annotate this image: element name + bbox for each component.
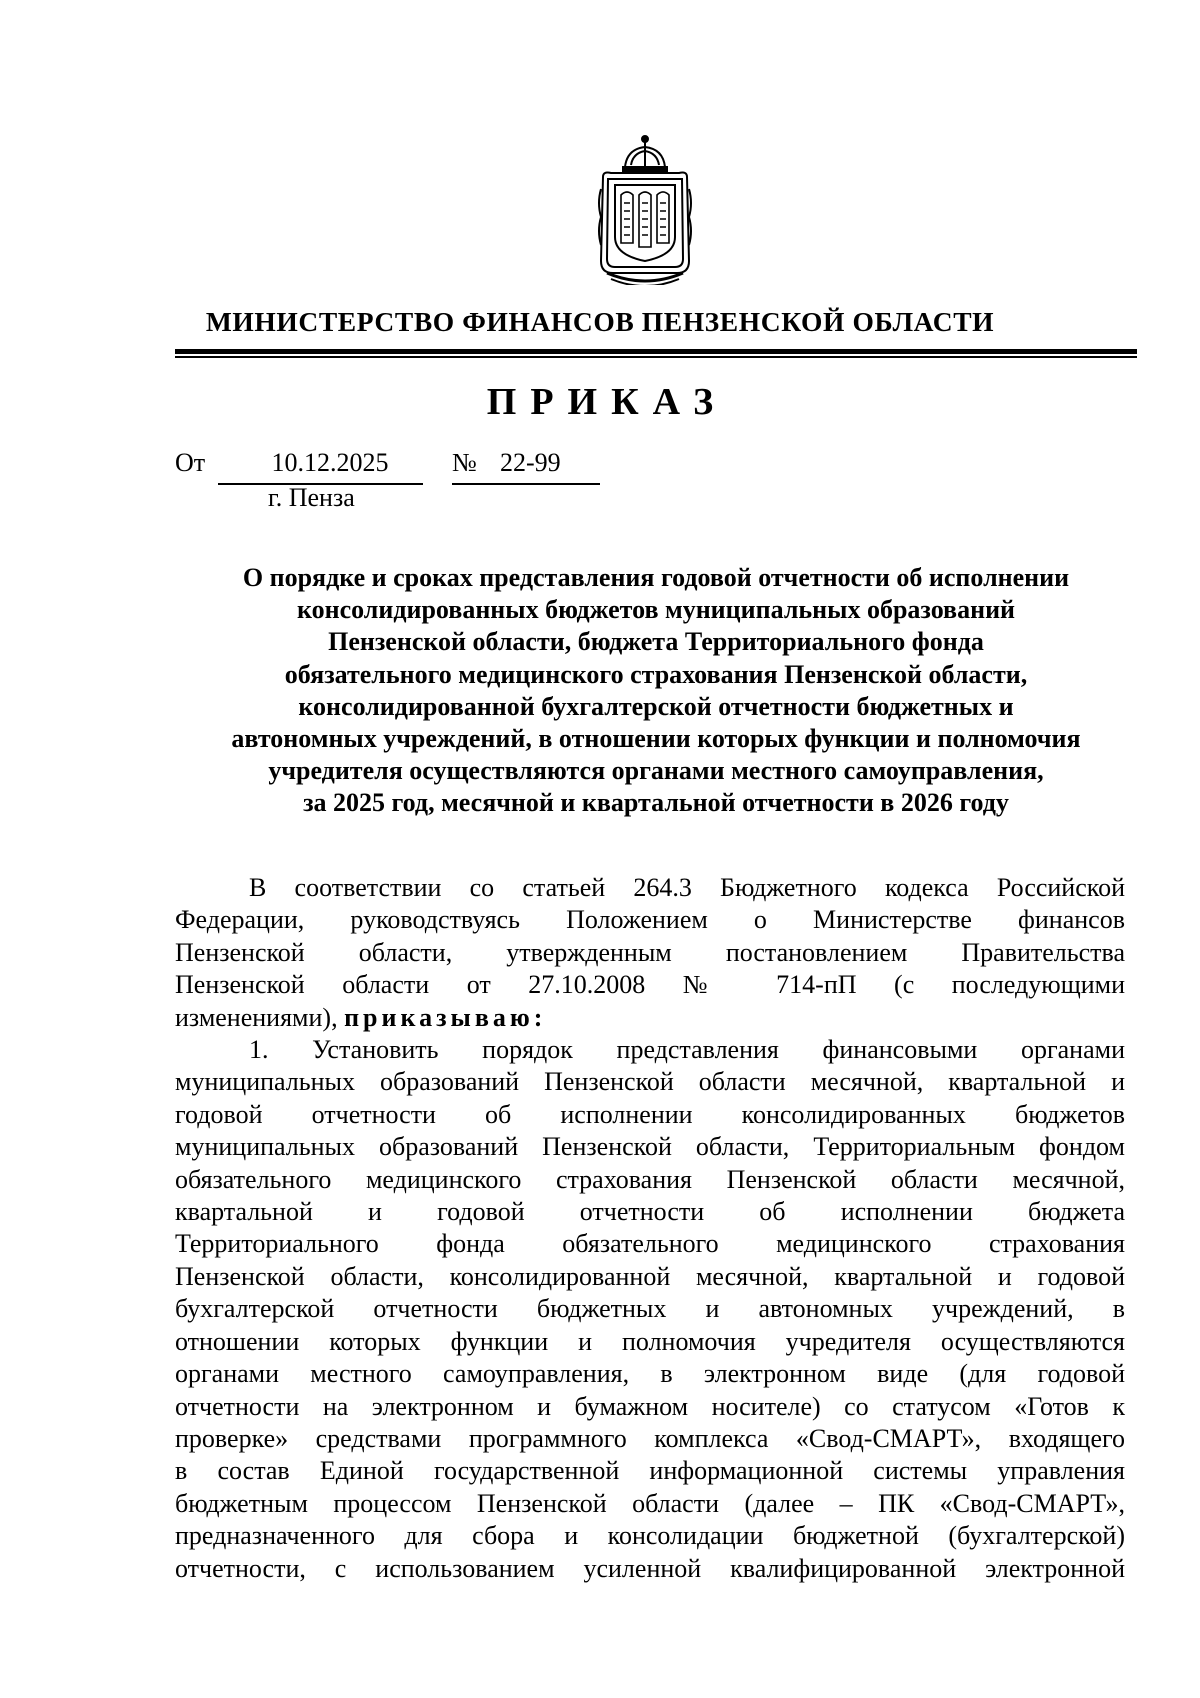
item1-line: муниципальных образований Пензенской области, Территориальным фондом (175, 1132, 1125, 1162)
preamble-tail: изменениями), (175, 1002, 338, 1032)
header-rule-thin (175, 356, 1137, 358)
item1-line: квартальной и годовой отчетности об исполнении бюджета (175, 1197, 1125, 1227)
document-type-title: ПРИКАЗ (486, 381, 728, 423)
item1-line: отношении которых функции и полномочия учредителя осуществляются (175, 1326, 1125, 1356)
heading-line: консолидированных бюджетов муниципальных образований (296, 595, 1016, 625)
heading-line: учредителя осуществляются органами местного самоуправления, (268, 756, 1044, 786)
item1-line: отчетности на электронном и бумажном носителе) со статусом «Готов к (175, 1391, 1125, 1421)
item1-line: отчетности, с использованием усиленной квалифицированной электронной (175, 1553, 1125, 1583)
heading-line: О порядке и сроках представления годовой отчетности об исполнении (242, 563, 1070, 592)
item1-line: годовой отчетности об исполнении консолидированных бюджетов (175, 1099, 1125, 1129)
item1-line: бухгалтерской отчетности бюджетных и автономных учреждений, в (175, 1294, 1125, 1324)
preamble-line: Федерации, руководствуясь Положением о Министерстве финансов (175, 905, 1125, 935)
order-heading (175, 562, 1137, 820)
number-label: № (452, 448, 477, 477)
city: г. Пенза (268, 483, 355, 512)
item1-line: Пензенской области, консолидированной месячной, квартальной и годовой (175, 1261, 1125, 1291)
preamble-line: Пензенской области, утвержденным постановлением Правительства (175, 937, 1125, 967)
coat-of-arms-icon (597, 133, 693, 285)
order-directive-word: приказываю: (344, 1002, 547, 1032)
heading-line: автономных учреждений, в отношении которых функции и полномочия (231, 724, 1081, 754)
heading-line: за 2025 год, месячной и квартальной отчетности в 2026 году (303, 788, 1009, 818)
heading-line: обязательного медицинского страхования Пензенской области, (284, 659, 1028, 689)
header-rule-thick (175, 349, 1137, 354)
item1-line: в состав Единой государственной информационной системы управления (175, 1456, 1125, 1486)
order-date: 10.12.2025 (271, 448, 389, 477)
item1-line: обязательного медицинского страхования Пензенской области месячной, (175, 1164, 1125, 1194)
item1-line: проверке» средствами программного комплекса «Свод-СМАРТ», входящего (175, 1423, 1125, 1453)
preamble-last-line (175, 1002, 1125, 1034)
item1-line: муниципальных образований Пензенской области месячной, квартальной и (175, 1067, 1125, 1097)
item1-line: бюджетным процессом Пензенской области (далее – ПК «Свод-СМАРТ», (175, 1488, 1125, 1518)
item1-line: предназначенного для сбора и консолидации бюджетной (бухгалтерской) (175, 1521, 1125, 1551)
from-label: От (175, 448, 206, 477)
heading-line: консолидированной бухгалтерской отчетности бюджетных и (298, 691, 1014, 721)
order-body (175, 872, 1125, 1585)
heading-line: Пензенской области, бюджета Территориального фонда (328, 627, 984, 657)
item1-line: 1. Установить порядок представления финансовыми органами (249, 1035, 1125, 1065)
order-number: 22-99 (500, 448, 561, 477)
number-underline (452, 483, 600, 485)
preamble-line: В соответствии со статьей 264.3 Бюджетного кодекса Российской (249, 873, 1125, 902)
ministry-name: МИНИСТЕРСТВО ФИНАНСОВ ПЕНЗЕНСКОЙ ОБЛАСТИ (205, 306, 995, 337)
item1-line: органами местного самоуправления, в электронном виде (для годовой (175, 1359, 1125, 1389)
preamble-line: Пензенской области от 27.10.2008 № 714-пП (с последующими (175, 970, 1125, 1000)
item1-line: Территориального фонда обязательного медицинского страхования (175, 1229, 1125, 1259)
